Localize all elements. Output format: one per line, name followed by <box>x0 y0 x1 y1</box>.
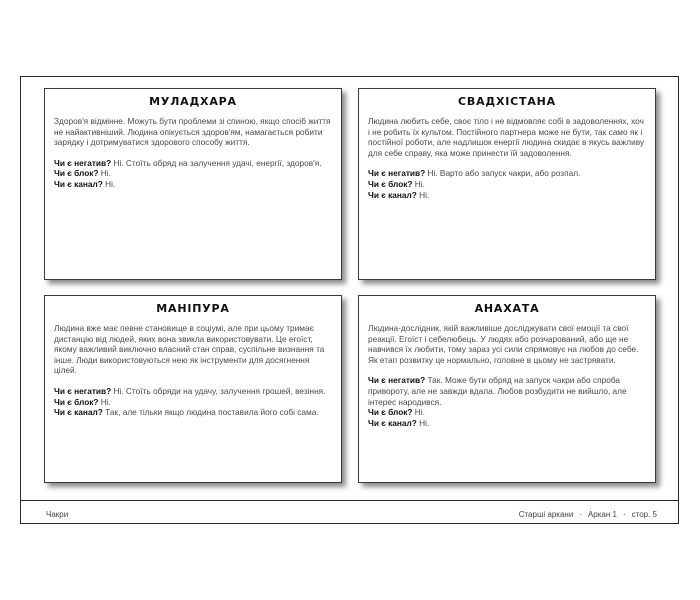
channel-value: Ні. <box>102 178 116 189</box>
card-anahata <box>358 295 656 483</box>
footer-separator: · <box>622 510 626 519</box>
footer-section: Старші аркани <box>518 510 574 519</box>
footer-separator: · <box>579 510 582 519</box>
negative-label: Чи є негатив? <box>368 375 426 386</box>
negative-value: Ні. Стоїть обряд на залучення удачі, енергії, здоров'я. <box>111 157 322 168</box>
card-title: СВАДХІСТАНА <box>458 95 556 108</box>
block-label: Чи є блок? <box>368 178 413 189</box>
channel-line <box>54 407 332 418</box>
block-line <box>54 397 332 408</box>
block-label: Чи є блок? <box>54 168 99 179</box>
channel-line <box>54 179 332 190</box>
negative-label: Чи є негатив? <box>54 385 112 396</box>
block-label: Чи є блок? <box>54 396 99 407</box>
card-description: Здоров'я відмінне. Можуть бути проблеми зі спиною, якщо спосіб життя не найактивніший. Людина опікується здоров'ям, намагається робити зарядку і дотримуватися здорового способу життя. <box>54 116 331 148</box>
block-value: Ні. <box>98 396 111 407</box>
footer-arcana: Аркан 1 <box>587 510 617 519</box>
negative-value: Ні. Варто або запуск чакри, або розпал. <box>425 168 581 179</box>
card-description: Людина вже має певне становище в соціумі, але при цьому тримає дистанцію від людей, яких вона звикла використовувати. Це егоїст, якому важливий виключно власний стан справ, суспільне визнання та інше. Люди використовуються нею як інструменти для досягнення цілей. <box>54 323 325 376</box>
negative-line <box>368 375 646 407</box>
channel-line <box>368 190 646 201</box>
block-value: Ні. <box>412 407 425 418</box>
card-title: МУЛАДХАРА <box>149 95 237 108</box>
channel-value: Так, але тільки якщо людина поставила його собі сама. <box>102 407 319 418</box>
block-line <box>368 407 646 418</box>
block-value: Ні. <box>412 178 425 189</box>
footer-meta <box>519 510 657 519</box>
block-line <box>368 179 646 190</box>
channel-value: Ні. <box>416 189 430 200</box>
channel-label: Чи є канал? <box>368 189 417 200</box>
card-description: Людина-дослідник, якій важливіше досліджувати свої емоції та свої реакції. Егоїст і себелюбець. У людях або розчарований, або ще не навчився їх любити, тому зараз усі сили спрямовує на любов до себе. Як етап розвитку це нормально, головне в цьому не застрявати. <box>368 323 639 365</box>
footer-chapter: Чакри <box>46 510 69 519</box>
card-title: АНАХАТА <box>474 302 540 315</box>
negative-value: Ні. Стоїть обряди на удачу, залучення грошей, везіння. <box>111 385 326 396</box>
channel-label: Чи є канал? <box>368 417 417 428</box>
negative-line <box>368 168 646 179</box>
channel-value: Ні. <box>416 417 430 428</box>
channel-line <box>368 418 646 429</box>
page-footer <box>20 500 679 524</box>
card-description: Людина любить себе, своє тіло і не відмовляє собі в задоволеннях, хоч і не робить їх культом. Постійного партнера може не бути, так само як і постійної роботи, але надлишок енергії людина скидає в якусь важливу для себе справу, яка може принести їй задоволення. <box>368 116 645 158</box>
negative-label: Чи є негатив? <box>54 157 112 168</box>
block-value: Ні. <box>98 168 111 179</box>
channel-label: Чи є канал? <box>54 178 103 189</box>
negative-line <box>54 158 332 169</box>
negative-value: Так. Може бути обряд на запуск чакри або спроба привороту, але не завжди вдала. Любов розбудити не вийшло, але інтерес народився. <box>368 375 627 407</box>
card-manipura <box>44 295 342 483</box>
block-label: Чи є блок? <box>368 407 413 418</box>
card-muladhara <box>44 88 342 280</box>
block-line <box>54 168 332 179</box>
card-title: МАНІПУРА <box>156 302 230 315</box>
card-svadhisthana <box>358 88 656 280</box>
footer-page-number: стор. 5 <box>631 510 657 519</box>
channel-label: Чи є канал? <box>54 407 103 418</box>
negative-label: Чи є негатив? <box>368 168 426 179</box>
negative-line <box>54 386 332 397</box>
